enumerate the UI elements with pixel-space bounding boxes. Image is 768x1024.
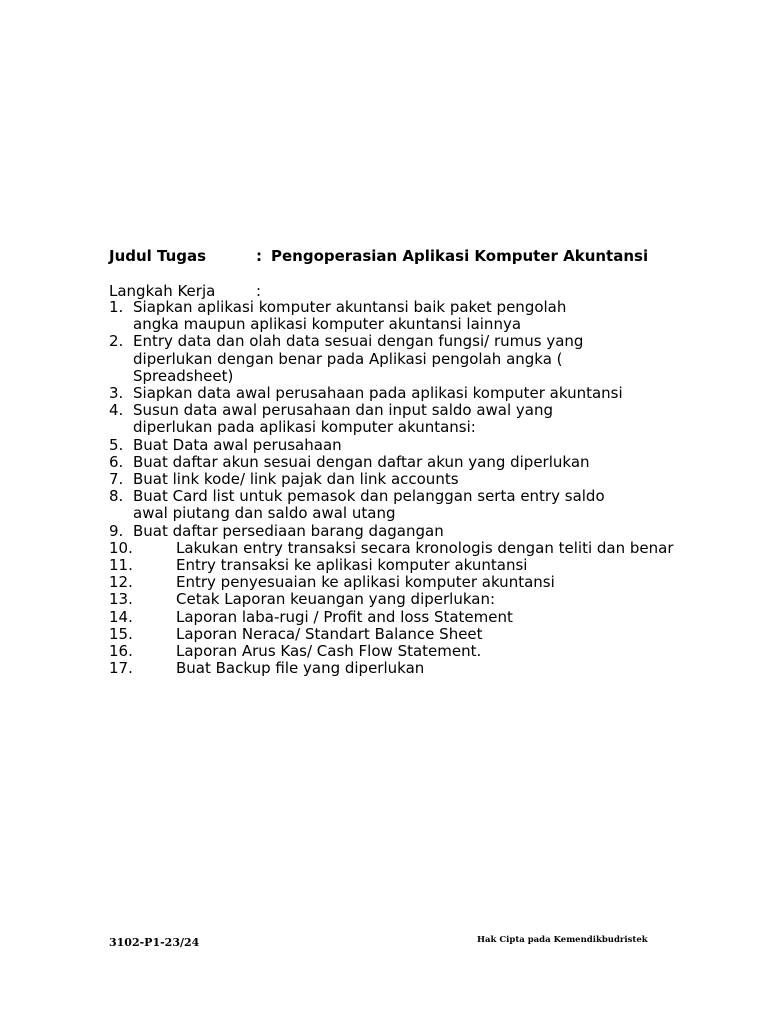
list-item	[109, 574, 749, 591]
list-item-text: diperlukan pada aplikasi komputer akuntansi:	[133, 418, 476, 437]
list-item-text: Susun data awal perusahaan dan input saldo awal yang	[133, 401, 554, 420]
task-title-value: Pengoperasian Aplikasi Komputer Akuntansi	[271, 247, 649, 265]
list-item	[109, 385, 749, 402]
list-item	[109, 437, 749, 454]
list-item	[109, 402, 749, 436]
steps-heading-label: Langkah Kerja	[109, 282, 216, 300]
list-item-text: Buat daftar persediaan barang dagangan	[133, 521, 444, 540]
list-item-text: Entry penyesuaian ke aplikasi komputer akuntansi	[176, 573, 555, 592]
list-item-text: Buat daftar akun sesuai dengan daftar akun yang diperlukan	[133, 452, 590, 471]
list-item	[109, 299, 749, 333]
list-item-number: 15.	[109, 624, 133, 643]
list-item-text: Laporan laba-rugi / Profit and loss Statement	[176, 607, 513, 626]
list-item-text: Entry transaksi ke aplikasi komputer akuntansi	[176, 556, 528, 575]
list-item	[109, 626, 749, 643]
document-code: 3102-P1-23/24	[109, 936, 200, 949]
list-item	[109, 660, 749, 677]
list-item-number: 12.	[109, 573, 133, 592]
list-item-number: 13.	[109, 590, 133, 609]
list-item	[109, 591, 749, 608]
list-item-text: Spreadsheet)	[133, 366, 234, 385]
list-item-text: Laporan Neraca/ Standart Balance Sheet	[176, 624, 483, 643]
list-item	[109, 557, 749, 574]
list-item-number: 11.	[109, 556, 133, 575]
list-item-text: Cetak Laporan keuangan yang diperlukan:	[176, 590, 496, 609]
list-item-text: Siapkan aplikasi komputer akuntansi baik paket pengolah	[133, 298, 567, 316]
list-item	[109, 609, 749, 626]
list-item-text: angka maupun aplikasi komputer akuntansi lainnya	[133, 315, 522, 334]
steps-heading-separator: :	[256, 282, 262, 300]
list-item-number: 16.	[109, 642, 133, 661]
list-item-number: 4.	[109, 401, 124, 420]
list-item	[109, 454, 749, 471]
list-item-number: 6.	[109, 452, 124, 471]
list-item-text: diperlukan dengan benar pada Aplikasi pengolah angka (	[133, 349, 563, 368]
copyright-notice: Hak Cipta pada Kemendikbudristek	[477, 935, 648, 945]
list-item-text: Entry data dan olah data sesuai dengan fungsi/ rumus yang	[133, 332, 584, 351]
list-item	[109, 643, 749, 660]
list-item-number: 14.	[109, 607, 133, 626]
task-title-separator: :	[256, 247, 262, 265]
list-item-text: Laporan Arus Kas/ Cash Flow Statement.	[176, 642, 482, 661]
list-item-text: Siapkan data awal perusahaan pada aplikasi komputer akuntansi	[133, 384, 623, 403]
list-item-number: 7.	[109, 470, 124, 489]
list-item	[109, 471, 749, 488]
steps-list	[109, 299, 749, 677]
list-item-number: 10.	[109, 538, 133, 557]
list-item-text: Lakukan entry transaksi secara kronologis dengan teliti dan benar	[176, 538, 674, 557]
list-item	[109, 523, 749, 540]
list-item-number: 1.	[109, 298, 124, 316]
list-item	[109, 540, 749, 557]
list-item-number: 2.	[109, 332, 124, 351]
list-item-number: 3.	[109, 384, 124, 403]
list-item-text: Buat Backup file yang diperlukan	[176, 659, 425, 678]
list-item-text: Buat Card list untuk pemasok dan pelanggan serta entry saldo	[133, 487, 605, 506]
list-item-text: awal piutang dan saldo awal utang	[133, 504, 396, 523]
list-item-number: 8.	[109, 487, 124, 506]
list-item-number: 17.	[109, 659, 133, 678]
list-item-number: 5.	[109, 435, 124, 454]
list-item	[109, 488, 749, 522]
list-item-number: 9.	[109, 521, 124, 540]
list-item	[109, 333, 749, 385]
task-title-label: Judul Tugas	[109, 247, 207, 265]
list-item-text: Buat link kode/ link pajak dan link accounts	[133, 470, 459, 489]
list-item-text: Buat Data awal perusahaan	[133, 435, 342, 454]
